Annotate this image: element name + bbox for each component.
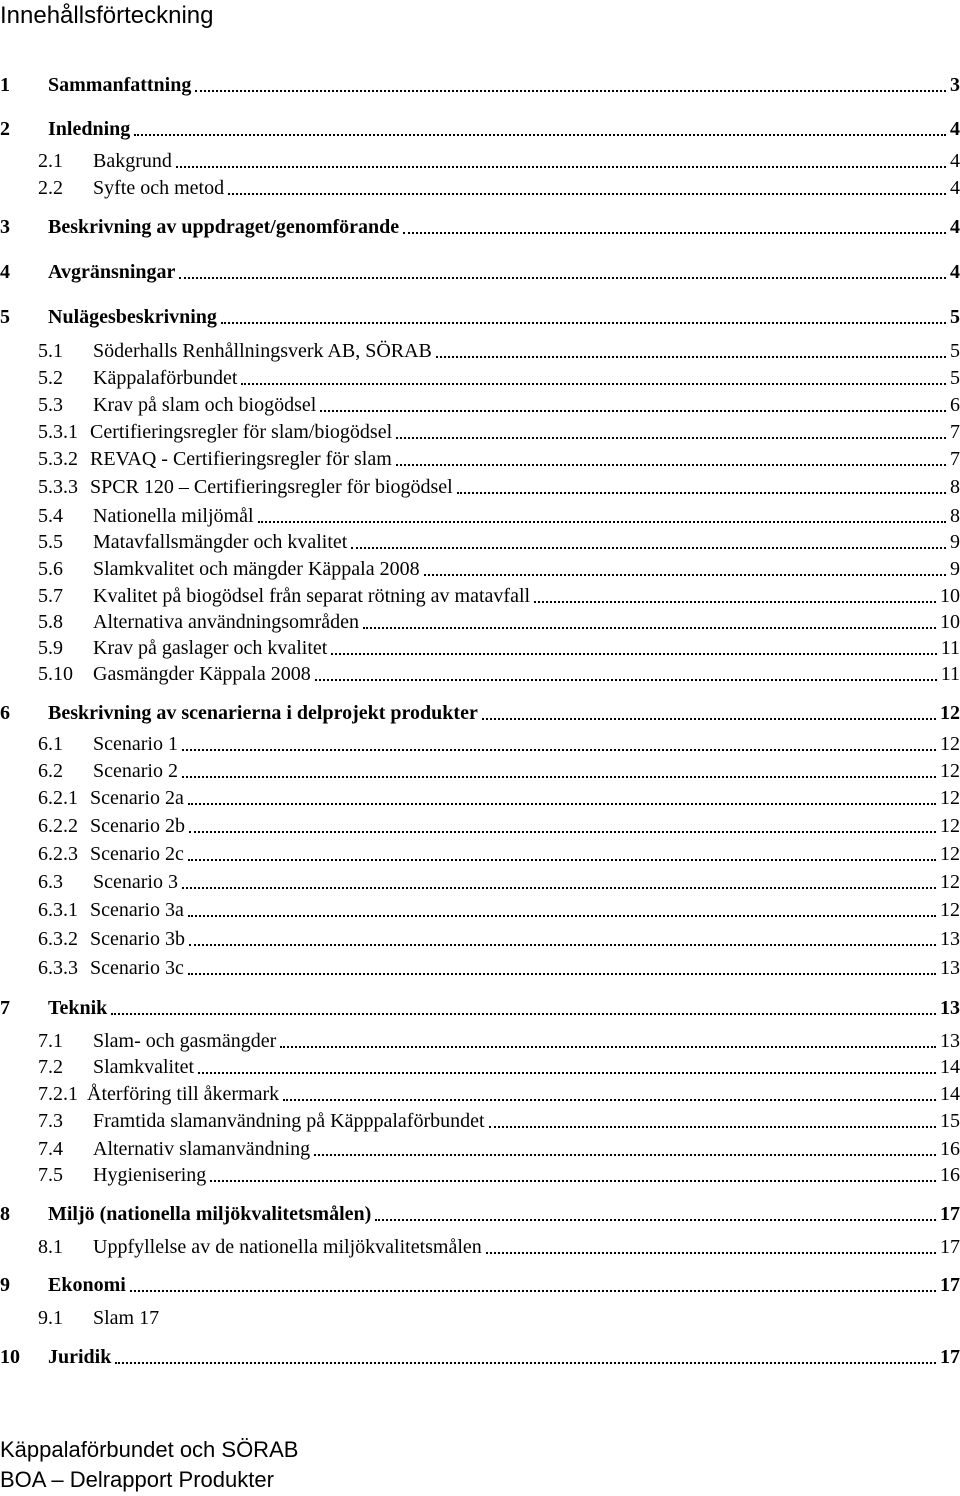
toc-entry-page: 5 [950,367,960,389]
toc-entry-title: Gasmängder Käppala 2008 [93,663,311,685]
toc-entry[interactable] [0,1305,960,1331]
toc-entry[interactable] [0,446,960,472]
toc-entry-title: Nationella miljömål [93,505,254,527]
toc-entry[interactable] [0,214,960,240]
toc-entry-page: 4 [950,261,960,283]
toc-entry-title: Krav på slam och biogödsel [93,394,317,416]
toc-entry-title: Alternativa användningsområden [93,611,360,633]
toc-entry-title: Söderhalls Renhållningsverk AB, SÖRAB [93,340,432,362]
toc-entry-number: 1 [0,74,10,96]
toc-entry-page: 12 [940,871,960,893]
toc-entry-number: 7.3 [38,1110,63,1132]
toc-entry-number: 5.3.1 [38,421,78,443]
toc-entry-number: 6.3.2 [38,928,78,950]
toc-leader-dots [434,338,948,364]
toc-leader-dots [349,529,948,555]
toc-leader-dots [180,731,938,757]
toc-entry-page: 4 [950,177,960,199]
toc-leader-dots [113,1344,938,1370]
toc-entry-title: Ekonomi [48,1274,126,1296]
toc-entry[interactable] [0,1136,960,1162]
toc-entry-page: 17 [940,1274,960,1296]
toc-entry-title: Scenario 2 [93,760,178,782]
toc-entry[interactable] [0,1234,960,1260]
toc-entry-number: 5.2 [38,367,63,389]
toc-entry[interactable] [0,1201,960,1227]
toc-entry-title: REVAQ - Certifieringsregler för slam [90,448,392,470]
toc-entry-number: 5.4 [38,505,63,527]
toc-entry-number: 6.2.3 [38,843,78,865]
toc-leader-dots [487,1108,938,1134]
toc-leader-dots [219,304,948,330]
toc-entry[interactable] [0,259,960,285]
toc-entry-title: Framtida slamanvändning på Käpppalaförbundet [93,1110,485,1132]
toc-leader-dots [128,1272,938,1298]
toc-entry[interactable] [0,869,960,895]
toc-entry-number: 7.2.1 [38,1083,78,1105]
toc-entry-page: 7 [950,421,960,443]
toc-entry-title: Avgränsningar [48,261,176,283]
toc-entry-page: 3 [950,74,960,96]
toc-entry-title: Scenario 2c [90,843,184,865]
toc-leader-dots [186,955,938,981]
toc-entry-number: 6.1 [38,733,63,755]
footer-line-1: Käppalaförbundet och SÖRAB [0,1437,299,1462]
toc-entry[interactable] [0,338,960,364]
toc-leader-dots [180,869,938,895]
toc-entry-page: 15 [940,1110,960,1132]
toc-entry-page: 13 [940,928,960,950]
toc-entry-title: Återföring till åkermark [87,1083,280,1105]
toc-leader-dots [180,758,938,784]
toc-entry-number: 7.4 [38,1138,63,1160]
toc-entry-number: 2.2 [38,177,63,199]
toc-entry-page: 8 [950,476,960,498]
toc-entry[interactable] [0,661,960,687]
toc-entry-page: 4 [950,150,960,172]
toc-entry-title: Miljö (nationella miljökvalitetsmålen) [48,1203,372,1225]
toc-entry-page: 11 [940,663,960,685]
toc-entry-page: 13 [940,1030,960,1052]
toc-entry-title: Uppfyllelse av de nationella miljökvalitetsmålen [93,1236,482,1258]
toc-entry[interactable] [0,556,960,582]
toc-entry[interactable] [0,474,960,500]
toc-entry-title: Slam 17 [93,1307,160,1329]
toc-leader-dots [193,72,948,98]
toc-leader-dots [373,1201,938,1227]
toc-entry-number: 9.1 [38,1307,63,1329]
toc-entry-number: 5.6 [38,558,63,580]
toc-entry-number: 2.1 [38,150,63,172]
toc-entry-number: 5.3 [38,394,63,416]
toc-entry[interactable] [0,1081,960,1107]
toc-entry[interactable] [0,609,960,635]
toc-leader-dots [422,556,948,582]
toc-leader-dots [313,661,939,687]
toc-entry[interactable] [0,700,960,726]
toc-leader-dots [177,259,948,285]
toc-entry-number: 6.2.1 [38,787,78,809]
toc-entry-page: 11 [940,637,960,659]
toc-entry-number: 5 [0,306,10,328]
toc-entry-page: 16 [940,1164,960,1186]
toc-leader-dots [186,897,938,923]
toc-entry-number: 5.3.3 [38,476,78,498]
toc-entry-title: Scenario 3 [93,871,178,893]
toc-leader-dots [278,1028,938,1054]
toc-entry[interactable] [0,1108,960,1134]
toc-entry-number: 6.3.3 [38,957,78,979]
toc-leader-dots [329,635,939,661]
toc-entry-title: Slamkvalitet och mängder Käppala 2008 [93,558,420,580]
toc-entry-title: Hygienisering [93,1164,207,1186]
toc-entry[interactable] [0,1344,960,1370]
toc-entry[interactable] [0,995,960,1021]
toc-entry[interactable] [0,1028,960,1054]
toc-entry-page: 13 [940,997,960,1019]
toc-entry-title: Kvalitet på biogödsel från separat rötning av matavfall [93,585,531,607]
toc-leader-dots [312,1136,938,1162]
toc-entry-title: Beskrivning av uppdraget/genomförande [48,216,400,238]
toc-entry[interactable] [0,1272,960,1298]
toc-entry-page: 10 [940,585,960,607]
toc-entry[interactable] [0,785,960,811]
toc-entry-number: 3 [0,216,10,238]
toc-leader-dots [394,419,948,445]
toc-entry[interactable] [0,503,960,529]
toc-entry-page: 12 [940,899,960,921]
toc-entry[interactable] [0,926,960,952]
toc-entry-title: Scenario 2b [90,815,185,837]
toc-entry-title: Beskrivning av scenarierna i delprojekt produkter [48,702,478,724]
toc-entry-number: 4 [0,261,10,283]
toc-entry-page: 4 [950,216,960,238]
toc-entry-title: Käppalaförbundet [93,367,238,389]
toc-leader-dots [208,1162,938,1188]
toc-entry-page: 12 [940,787,960,809]
toc-leader-dots [132,116,948,142]
toc-entry-title: Scenario 1 [93,733,178,755]
toc-leader-dots [455,474,948,500]
toc-entry-title: Juridik [48,1346,112,1368]
toc-entry[interactable] [0,392,960,418]
toc-entry-page: 7 [950,448,960,470]
toc-entry[interactable] [0,955,960,981]
toc-entry-page: 14 [940,1083,960,1105]
toc-leader-dots [174,148,948,174]
toc-entry[interactable] [0,148,960,174]
toc-entry[interactable] [0,897,960,923]
toc-entry-page: 14 [940,1056,960,1078]
toc-entry-number: 5.7 [38,585,63,607]
toc-entry-title: Inledning [48,118,131,140]
toc-entry-title: Krav på gaslager och kvalitet [93,637,328,659]
toc-leader-dots [480,700,938,726]
toc-entry-number: 2 [0,118,10,140]
toc-entry[interactable] [0,635,960,661]
toc-leader-dots [186,785,938,811]
toc-entry-title: Alternativ slamanvändning [93,1138,311,1160]
toc-leader-dots [281,1081,938,1107]
toc-entry-number: 9 [0,1274,10,1296]
toc-entry-page: 9 [950,558,960,580]
toc-entry-title: SPCR 120 – Certifieringsregler för biogödsel [90,476,453,498]
toc-entry-number: 5.5 [38,531,63,553]
toc-entry-number: 5.1 [38,340,63,362]
toc-leader-dots [239,365,948,391]
toc-entry-page: 17 [940,1236,960,1258]
toc-entry[interactable] [0,116,960,142]
toc-entry-title: Scenario 3a [90,899,184,921]
toc-leader-dots [187,926,938,952]
toc-entry-page: 12 [940,702,960,724]
toc-entry-number: 6 [0,702,10,724]
toc-entry-title: Slamkvalitet [93,1056,195,1078]
toc-entry[interactable] [0,1054,960,1080]
toc-entry[interactable] [0,813,960,839]
toc-entry-page: 12 [940,760,960,782]
toc-entry-title: Slam- och gasmängder [93,1030,277,1052]
toc-entry-title: Syfte och metod [93,177,225,199]
toc-entry-page: 12 [940,815,960,837]
toc-entry-title: Scenario 2a [90,787,184,809]
toc-entry[interactable] [0,419,960,445]
toc-entry[interactable] [0,175,960,201]
toc-entry-page: 5 [950,340,960,362]
toc-entry[interactable] [0,1162,960,1188]
toc-entry-title: Scenario 3b [90,928,185,950]
toc-entry-title: Scenario 3c [90,957,184,979]
toc-entry-page: 4 [950,118,960,140]
toc-entry[interactable] [0,304,960,330]
toc-entry[interactable] [0,583,960,609]
toc-leader-dots [484,1234,938,1260]
toc-entry-number: 7 [0,997,10,1019]
toc-entry-page: 17 [940,1203,960,1225]
toc-entry-page: 9 [950,531,960,553]
toc-entry-page: 5 [950,306,960,328]
toc-entry-number: 7.2 [38,1056,63,1078]
toc-entry-number: 6.3.1 [38,899,78,921]
toc-leader-dots [187,813,938,839]
toc-leader-dots [394,446,948,472]
toc-entry-number: 5.3.2 [38,448,78,470]
toc-entry-title: Sammanfattning [48,74,192,96]
toc-entry-number: 6.2.2 [38,815,78,837]
toc-leader-dots [226,175,948,201]
toc-entry[interactable] [0,731,960,757]
toc-entry-number: 8.1 [38,1236,63,1258]
toc-entry-number: 6.3 [38,871,63,893]
toc-entry-title: Certifieringsregler för slam/biogödsel [90,421,393,443]
toc-entry-number: 10 [0,1346,20,1368]
toc-leader-dots [196,1054,938,1080]
toc-entry-page: 17 [940,1346,960,1368]
toc-leader-dots [109,995,938,1021]
toc-leader-dots [361,609,938,635]
toc-entry-title: Teknik [48,997,108,1019]
toc-entry-number: 5.8 [38,611,63,633]
toc-entry-page: 12 [940,733,960,755]
toc-entry-page: 13 [940,957,960,979]
toc-entry[interactable] [0,758,960,784]
toc-entry[interactable] [0,72,960,98]
toc-entry-page: 10 [940,611,960,633]
toc-leader-dots [401,214,948,240]
toc-entry-page: 16 [940,1138,960,1160]
toc-entry-number: 7.5 [38,1164,63,1186]
toc-leader-dots [318,392,948,418]
toc-entry-number: 5.10 [38,663,73,685]
toc-entry-page: 8 [950,505,960,527]
toc-entry[interactable] [0,841,960,867]
toc-entry-title: Bakgrund [93,150,172,172]
toc-leader-dots [186,841,938,867]
page-title: Innehållsförteckning [0,2,214,29]
toc-entry-title: Matavfallsmängder och kvalitet [93,531,348,553]
toc-leader-dots [256,503,948,529]
footer-line-2: BOA – Delrapport Produkter [0,1467,274,1492]
toc-entry-page: 6 [950,394,960,416]
toc-entry-number: 8 [0,1203,10,1225]
toc-entry-number: 5.9 [38,637,63,659]
toc-entry-title: Nulägesbeskrivning [48,306,217,328]
toc-leader-dots [532,583,938,609]
toc-entry-page: 12 [940,843,960,865]
toc-entry[interactable] [0,365,960,391]
toc-entry[interactable] [0,529,960,555]
toc-entry-number: 6.2 [38,760,63,782]
toc-entry-number: 7.1 [38,1030,63,1052]
